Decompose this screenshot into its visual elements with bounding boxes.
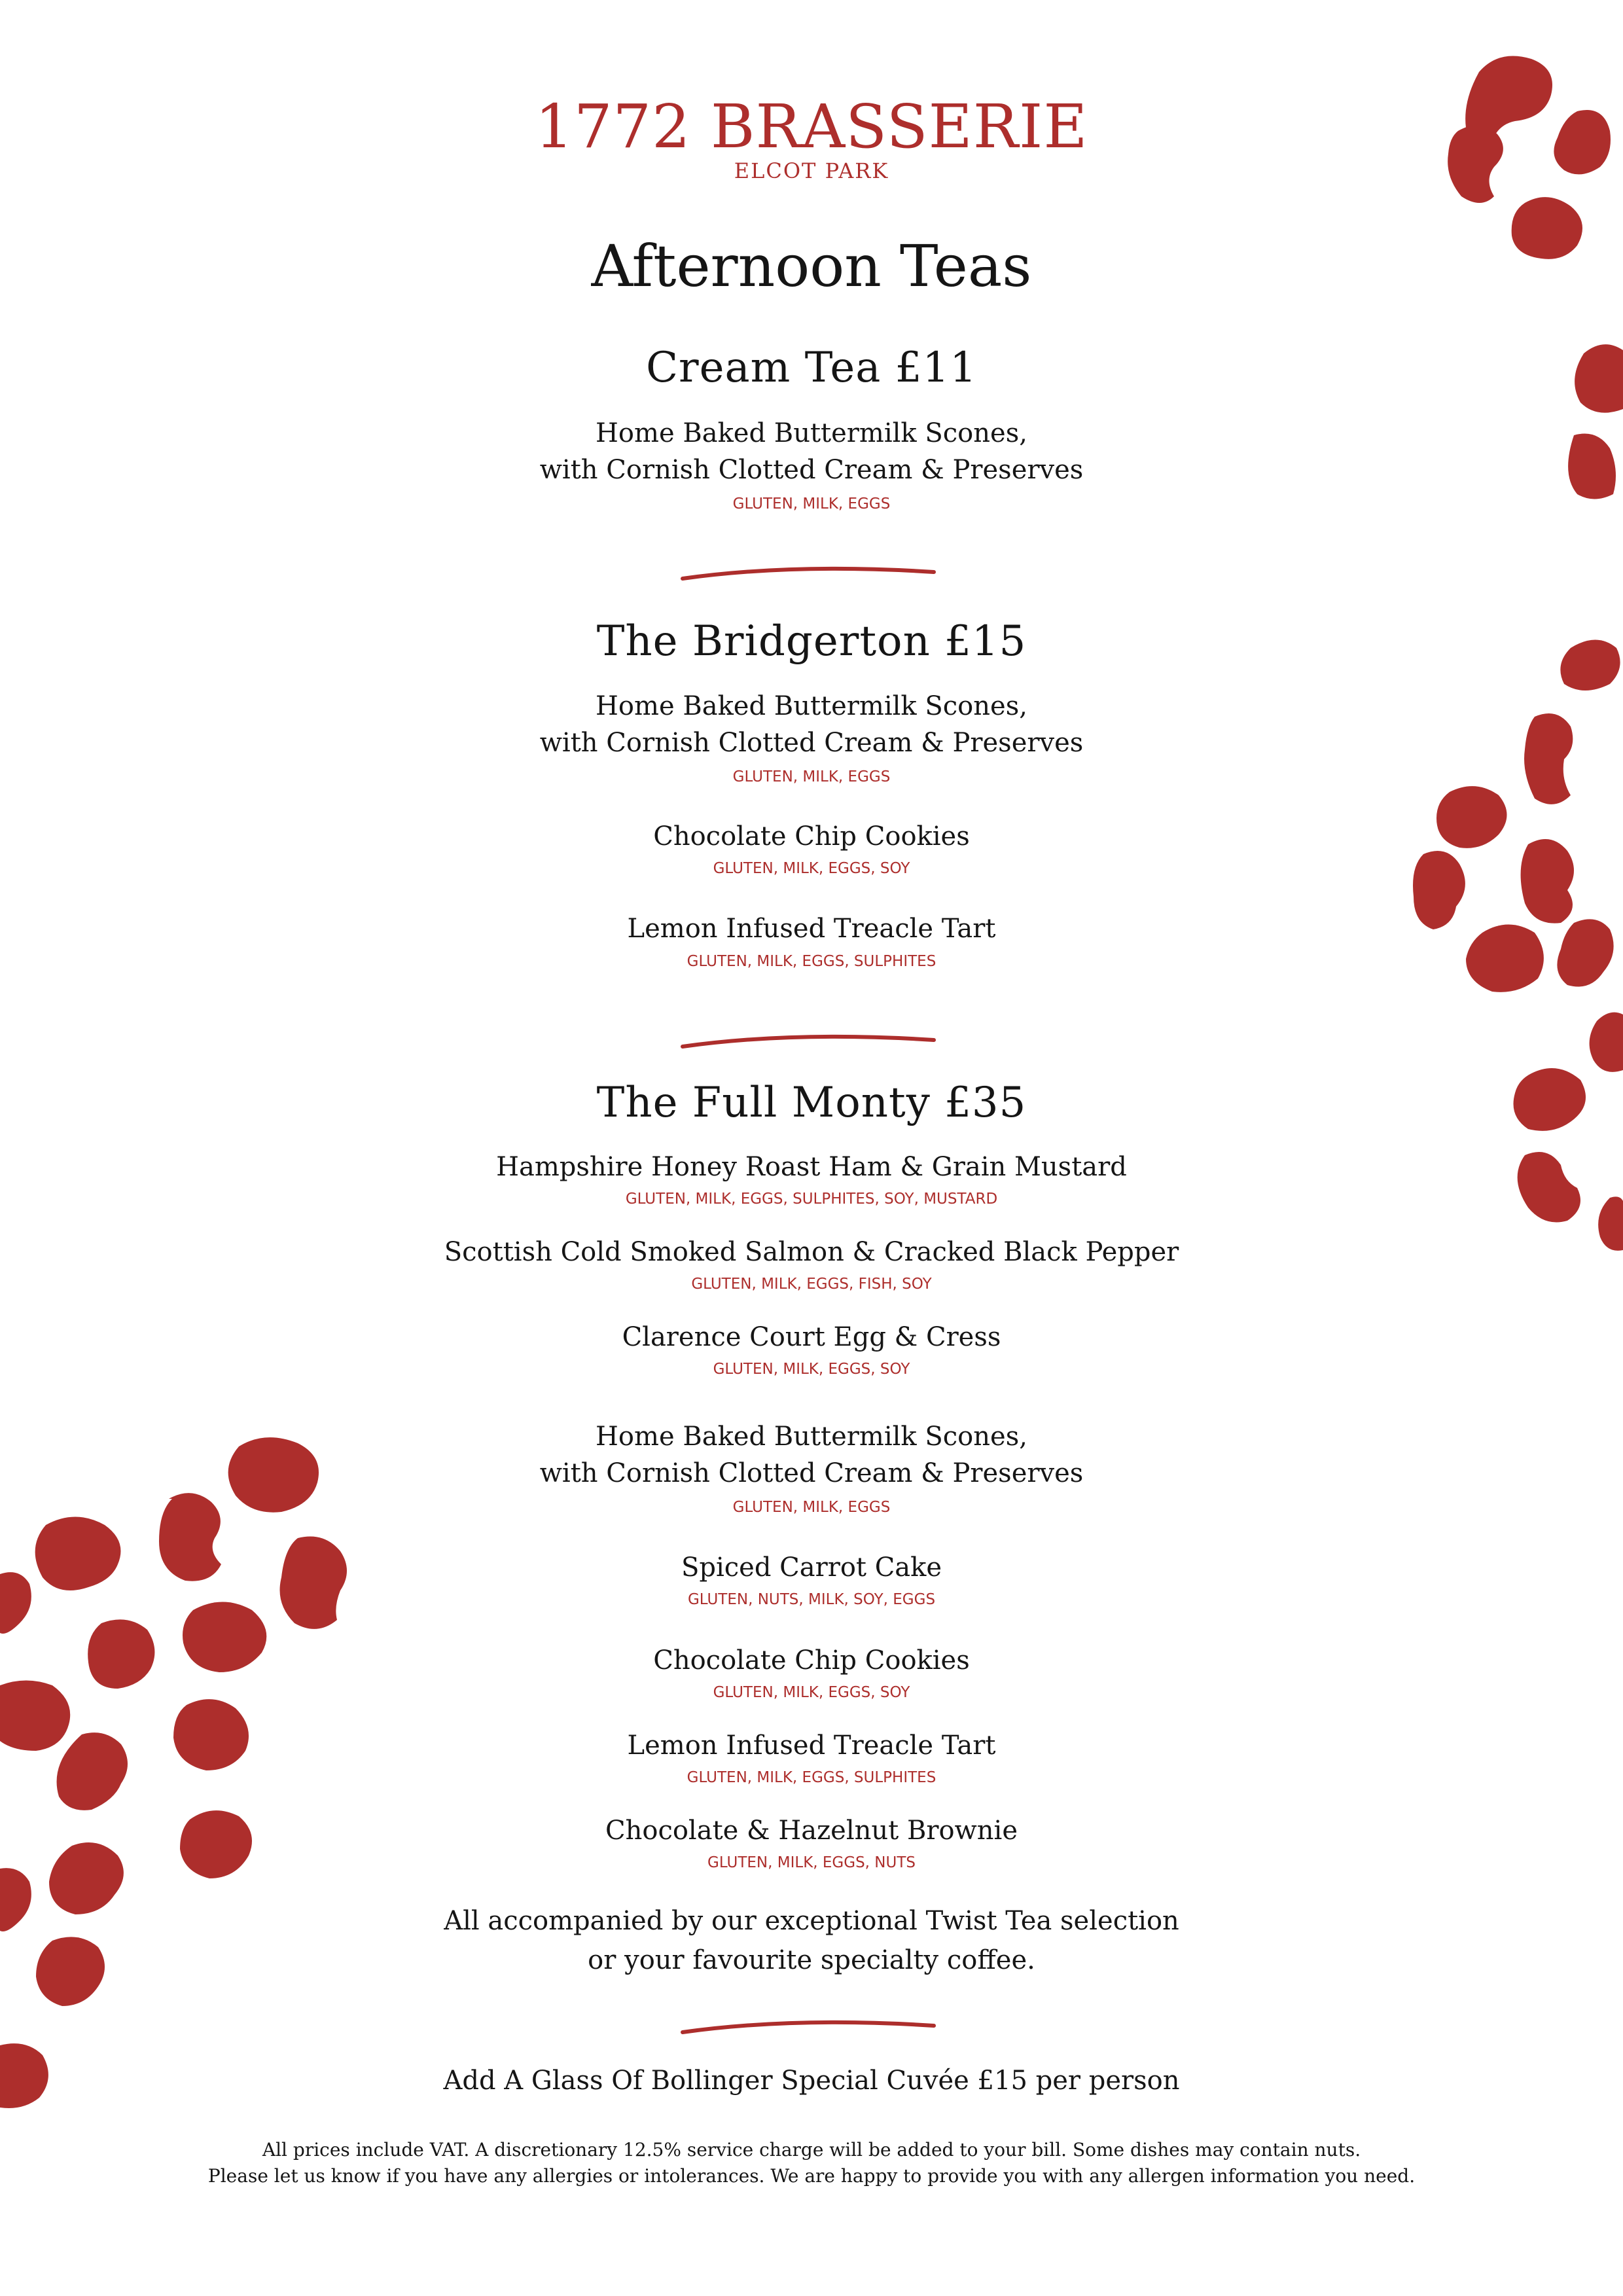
allergen-list: GLUTEN, MILK, EGGS, SULPHITES, SOY, MUSTARD — [625, 1191, 998, 1208]
page-title: Afternoon Teas — [591, 232, 1032, 300]
section-title-full-monty: The Full Monty £35 — [596, 1079, 1027, 1127]
allergen-list: GLUTEN, MILK, EGGS, SOY — [713, 1684, 910, 1701]
allergen-list: GLUTEN, MILK, EGGS, SULPHITES — [687, 1769, 936, 1786]
menu-item-name: Lemon Infused Treacle Tart — [627, 914, 996, 944]
allergen-list: GLUTEN, NUTS, MILK, SOY, EGGS — [687, 1591, 936, 1608]
allergen-list: GLUTEN, MILK, EGGS, NUTS — [707, 1854, 916, 1871]
menu-item-name: Home Baked Buttermilk Scones, — [596, 418, 1027, 448]
allergen-list: GLUTEN, MILK, EGGS — [732, 768, 891, 785]
menu-item-name: with Cornish Clotted Cream & Preserves — [539, 728, 1084, 758]
allergen-list: GLUTEN, MILK, EGGS — [732, 1499, 891, 1516]
menu-item-name: with Cornish Clotted Cream & Preserves — [539, 1458, 1084, 1488]
menu-item-name: Chocolate & Hazelnut Brownie — [605, 1816, 1018, 1846]
menu-item-name: Clarence Court Egg & Cress — [622, 1322, 1001, 1352]
menu-item-name: Chocolate Chip Cookies — [653, 821, 970, 852]
accompaniment-note: All accompanied by our exceptional Twist Tea selection — [444, 1906, 1179, 1936]
section-divider — [677, 558, 939, 584]
section-title-cream-tea: Cream Tea £11 — [646, 344, 977, 392]
menu-item-name: Home Baked Buttermilk Scones, — [596, 1422, 1027, 1452]
allergen-list: GLUTEN, MILK, EGGS, SULPHITES — [687, 953, 936, 970]
menu-item-name: Spiced Carrot Cake — [681, 1552, 942, 1583]
menu-item-name: Home Baked Buttermilk Scones, — [596, 691, 1027, 721]
allergen-list: GLUTEN, MILK, EGGS, FISH, SOY — [691, 1276, 932, 1293]
allergen-list: GLUTEN, MILK, EGGS — [732, 495, 891, 512]
accompaniment-note: or your favourite specialty coffee. — [588, 1945, 1035, 1975]
splash-dot — [1590, 1013, 1623, 1072]
menu-item-name: with Cornish Clotted Cream & Preserves — [539, 455, 1084, 485]
champagne-addon: Add A Glass Of Bollinger Special Cuvée £15 per person — [443, 2066, 1180, 2096]
brand-name: 1772 BRASSERIE — [535, 92, 1088, 162]
allergen-list: GLUTEN, MILK, EGGS, SOY — [713, 1361, 910, 1378]
brand-location: ELCOT PARK — [734, 158, 889, 183]
menu-item-name: Scottish Cold Smoked Salmon & Cracked Black Pepper — [444, 1237, 1179, 1267]
section-title-bridgerton: The Bridgerton £15 — [596, 617, 1027, 666]
menu-item-name: Chocolate Chip Cookies — [653, 1645, 970, 1676]
footer-note: All prices include VAT. A discretionary 12.5% service charge will be added to your bill. Some dishes may contain nuts. — [262, 2139, 1361, 2161]
allergen-list: GLUTEN, MILK, EGGS, SOY — [713, 860, 910, 877]
section-divider — [677, 2011, 939, 2037]
menu-item-name: Hampshire Honey Roast Ham & Grain Mustard — [496, 1152, 1127, 1182]
footer-note: Please let us know if you have any allergies or intolerances. We are happy to provide you with any allergen information you need. — [207, 2165, 1416, 2187]
menu-item-name: Lemon Infused Treacle Tart — [627, 1731, 996, 1761]
section-divider — [677, 1026, 939, 1052]
